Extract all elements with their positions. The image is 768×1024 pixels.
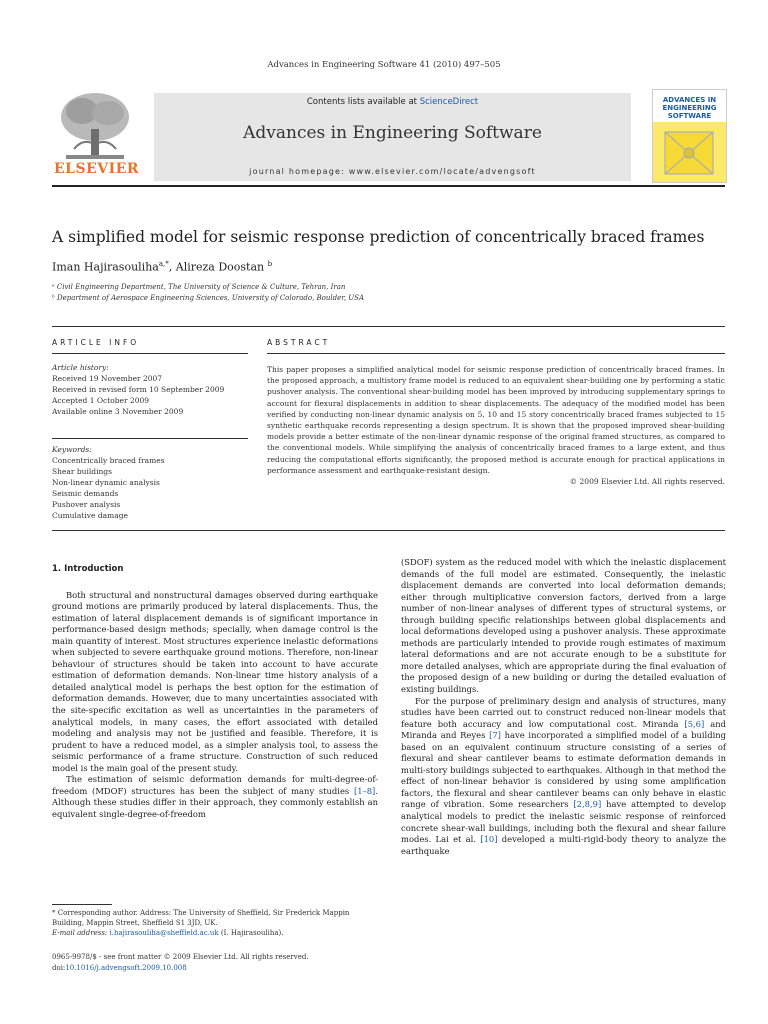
cover-title: ADVANCES IN ENGINEERING SOFTWARE [662,96,717,120]
keyword: Cumulative damage [52,511,128,520]
author-name: Iman Hajirasouliha [52,260,159,274]
keyword: Pushover analysis [52,500,121,509]
citation-link[interactable]: [10] [480,834,498,845]
author-list: Iman Hajirasouliha$^{a,*}$, Alireza Doostan $^b$ [52,260,273,274]
article-history: Article history: Received 19 November 2007 Received in revised form 10 September 2009 Accepted 1 October 2009 Available online 3 November 2009 [52,362,252,417]
abstract-body: This paper proposes a simplified analytical model for seismic response prediction of concentrically braced frames. In the proposed approach, a multistory frame model is reduced to an equivalent shear-building one by performing a static pushover analysis. The conventional shear-building model has been improved by introducing supplementary springs to account for flexural displacements in addition to shear displacements. The adequacy of the modified model has been verified by conducting non-linear dynamic analysis on 5, 10 and 15 story concentrically braced frames subjected to 15 synthetic earthquake records representing a design spectrum. It is shown that the proposed improved shear-building models provide a better estimate of the non-linear dynamic response of the original framed structures, as compared to the conventional models. While simplifying the analysis of concentrically braced frames to a large extent, and thus reducing the computational efforts significantly, the proposed method is accurate enough for practical applications in performance assessment and earthquake-resistant design. © 2009 Elsevier Ltd. All rights reserved. [267,365,725,487]
keyword: Shear buildings [52,467,112,476]
divider [52,326,725,327]
sciencedirect-link[interactable]: ScienceDirect [419,97,479,107]
divider [52,353,248,354]
doi-link[interactable]: 10.1016/j.advengsoft.2009.10.008 [65,963,187,972]
paragraph: Both structural and nonstructural damages observed during earthquake ground motions are primarily produced by lateral displacements. Thus, the estimation of lateral displacement demands is of significant importance in performance-based design methods; specially, when damage control is the main quantity of interest. Most structures experience inelastic deformations when subjected to severe earthquake ground motions. Therefore, non-linear behaviour of structures should be taken into account to have accurate estimation of deformation demands. Non-linear time history analysis of a detailed analytical model is perhaps the best option for the estimation of deformation demands. However, due to many uncertainties associated with the site-specific excitation as well as uncertainties in the parameters of analytical models, in many cases, the effort associated with detailed modeling and analysis may not be justified and feasible. Therefore, it is prudent to have a reduced model, as a simpler analysis tool, to assess the seismic performance of a frame structure. Construction of such reduced model is the main goal of the present study. [52,589,378,773]
issn-line: 0965-9978/$ - see front matter © 2009 Elsevier Ltd. All rights reserved. [52,953,309,961]
email-link[interactable]: i.hajirasouliha@sheffield.ac.uk [109,929,219,937]
copyright-notice: © 2009 Elsevier Ltd. All rights reserved. [569,477,725,487]
article-info-heading: ARTICLE INFO [52,338,140,347]
paragraph: (SDOF) system as the reduced model with which the inelastic displacement demands of the full model are estimated. Consequently, the inelastic displacement demands are converted into local deformation demands; either through multiplicative conversion factors, derived from a large number of non-linear analyses of different types of structural systems, or through building specific relationships between global displacements and local deformations developed using a pushover analysis. These approximate methods are particularly intended to provide rough estimates of maximum lateral deformations and are not accurate enough to be a substitute for more detailed analyses, which are appropriate during the final evaluation of the proposed design of a new building or during the detailed evaluation of existing buildings. [401,557,726,695]
journal-masthead [52,89,725,187]
journal-name: Advances in Engineering Software [243,123,542,143]
keyword: Concentrically braced frames [52,456,165,465]
divider [52,530,725,531]
contents-availability: Contents lists available at ScienceDirect [306,97,479,107]
paper-title: A simplified model for seismic response prediction of concentrically braced frames [52,228,705,246]
keywords: Keywords: Concentrically braced frames Shear buildings Non-linear dynamic analysis Seismic demands Pushover analysis Cumulative damage [52,444,252,521]
journal-header-box [154,93,631,181]
paragraph: The estimation of seismic deformation demands for multi-degree-of-freedom (MDOF) structures has been the subject of many studies [1–8]. Although these studies differ in their approach, they commonly establish an equivalent single-degree-of-freedom [52,774,378,819]
page-footer: 0965-9978/$ - see front matter © 2009 Elsevier Ltd. All rights reserved. doi:10.1016/j.advengsoft.2009.10.008 [52,953,309,972]
publisher-wordmark: ELSEVIER [54,161,140,177]
history-entry: Received in revised form 10 September 2009 [52,385,225,394]
section-heading: 1. Introduction [52,564,124,574]
elsevier-tree-logo [52,89,138,181]
citation-link[interactable]: [7] [489,730,501,741]
journal-cover-image [652,89,727,183]
journal-homepage[interactable]: journal homepage: www.elsevier.com/locate/advengsoft [249,167,536,176]
author-affiliation-marker[interactable]: a,* [158,260,169,268]
tree-icon [52,89,138,165]
paragraph: For the purpose of preliminary design and analysis of structures, many studies have been carried out to construct reduced non-linear models that feature both accuracy and low computational cost. Miranda [5,6] and Miranda and Reyes [7] have incorporated a simplified model of a building based on an equivalent continuum structure consisting of a series of flexural and shear cantilever beams to estimate deformation demands in multi-story buildings subjected to earthquakes. Although in that method the effect of non-linear behavior is considered by using some amplification factors, the flexural and shear cantilever beams can only behave in elastic range of vibration. Some researchers [2,8,9] have attempted to develop analytical models to predict the inelastic seismic response of reinforced concrete shear-wall buildings, including both the flexural and shear failure modes. Lai et al. [10] developed a multi-rigid-body theory to analyze the earthquake [401,695,726,856]
journal-citation: Advances in Engineering Software 41 (2010) 497–505 [267,60,501,70]
abstract-heading: ABSTRACT [267,338,331,347]
affiliation-a: ᵃ Civil Engineering Department, The University of Science & Culture, Tehran, Iran [52,283,346,291]
divider [52,438,248,439]
citation-link[interactable]: [5,6] [684,718,705,729]
body-column-left [52,564,378,820]
affiliation-b: ᵇ Department of Aerospace Engineering Sciences, University of Colorado, Boulder, USA [52,294,365,302]
corresponding-author-footnote: * Corresponding author. Address: The University of Sheffield, Sir Frederick Mappin Building, Mappin Street, Sheffield S1 3JD, UK. E-mail address: i.hajirasouliha@sheffield.ac.uk (I. Hajirasouliha). [52,909,350,937]
keyword: Non-linear dynamic analysis [52,478,160,487]
body-column-right [401,557,726,857]
keyword: Seismic demands [52,489,119,498]
footnote-divider [52,904,112,905]
citation-link[interactable]: [2,8,9] [573,799,602,810]
history-entry: Received 19 November 2007 [52,374,163,383]
divider [267,353,725,354]
citation-link[interactable]: [1–8] [353,785,376,796]
history-entry: Available online 3 November 2009 [52,407,184,416]
cover-graphic-icon [659,128,719,178]
history-entry: Accepted 1 October 2009 [52,396,150,405]
author-affiliation-marker[interactable]: b [267,260,273,268]
author-name: Alireza Doostan [175,260,265,274]
